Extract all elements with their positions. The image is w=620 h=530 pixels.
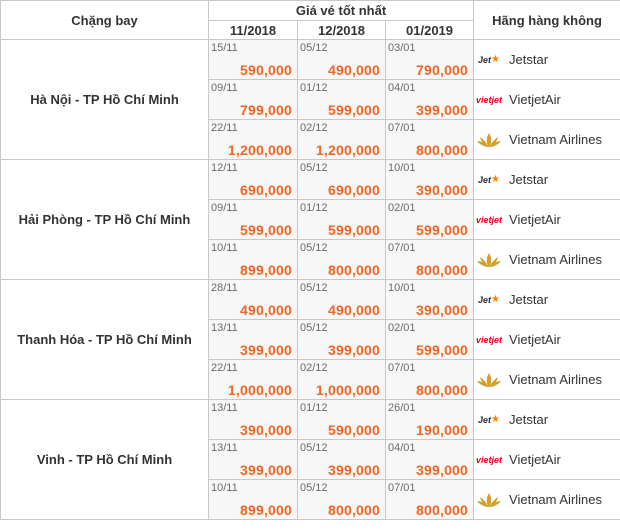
month-header: 12/2018 — [298, 21, 386, 40]
price-cell[interactable] — [209, 360, 298, 400]
airline-cell — [474, 320, 620, 360]
airline-header: Hãng hàng không — [474, 1, 620, 40]
vietjet-logo: vietjet — [476, 94, 503, 105]
fare-price: 800,000 — [416, 262, 469, 278]
price-cell[interactable] — [298, 320, 386, 360]
price-cell[interactable] — [209, 80, 298, 120]
fare-price: 490,000 — [327, 302, 380, 318]
price-cell[interactable] — [386, 160, 474, 200]
airline-cell — [474, 440, 620, 480]
fare-date: 05/12 — [300, 482, 328, 494]
fare-date: 05/12 — [300, 442, 328, 454]
fare-price: 800,000 — [327, 502, 380, 518]
fare-price: 599,000 — [416, 342, 469, 358]
price-cell[interactable] — [298, 240, 386, 280]
price-cell[interactable] — [386, 360, 474, 400]
fare-price: 800,000 — [416, 142, 469, 158]
fare-date: 07/01 — [388, 122, 416, 134]
price-cell[interactable] — [386, 40, 474, 80]
fare-price: 390,000 — [416, 182, 469, 198]
price-cell[interactable] — [209, 480, 298, 520]
price-cell[interactable] — [386, 480, 474, 520]
price-cell[interactable] — [386, 200, 474, 240]
star-icon: ★ — [491, 414, 501, 425]
fare-price: 399,000 — [327, 462, 380, 478]
price-cell[interactable] — [209, 240, 298, 280]
jetstar-logo: Jet ★ — [478, 414, 501, 425]
fare-row — [1, 280, 620, 320]
fare-price: 399,000 — [239, 462, 292, 478]
fare-date: 09/11 — [211, 82, 238, 94]
vietnam-airlines-lotus-logo — [474, 130, 504, 150]
fare-date: 15/11 — [211, 42, 238, 54]
fare-price: 690,000 — [327, 182, 380, 198]
price-cell[interactable] — [209, 200, 298, 240]
fare-price: 390,000 — [416, 302, 469, 318]
price-cell[interactable] — [298, 160, 386, 200]
price-cell[interactable] — [386, 240, 474, 280]
fare-date: 09/11 — [211, 202, 238, 214]
fare-price: 490,000 — [327, 62, 380, 78]
airline-name: VietjetAir — [509, 452, 561, 467]
fare-price: 800,000 — [416, 382, 469, 398]
fare-date: 05/12 — [300, 282, 328, 294]
price-cell[interactable] — [298, 400, 386, 440]
fare-price: 599,000 — [239, 222, 292, 238]
airline-cell — [474, 400, 620, 440]
airline-name: VietjetAir — [509, 212, 561, 227]
price-cell[interactable] — [209, 160, 298, 200]
fare-price: 599,000 — [327, 102, 380, 118]
route-name: Vinh - TP Hồ Chí Minh — [1, 400, 209, 520]
fare-date: 10/01 — [388, 282, 416, 294]
airline-name: Jetstar — [509, 412, 549, 427]
fare-price: 800,000 — [416, 502, 469, 518]
vietjet-logo: vietjet — [476, 454, 503, 465]
fare-date: 01/12 — [300, 202, 328, 214]
fare-price: 799,000 — [239, 102, 292, 118]
route-name: Hải Phòng - TP Hồ Chí Minh — [1, 160, 209, 280]
fare-price: 399,000 — [416, 462, 469, 478]
fare-date: 01/12 — [300, 402, 328, 414]
airline-name: Jetstar — [509, 172, 549, 187]
fare-date: 28/11 — [211, 282, 238, 294]
vietnam-airlines-lotus-logo — [474, 490, 504, 510]
fare-price: 399,000 — [327, 342, 380, 358]
airline-name: Vietnam Airlines — [509, 492, 603, 507]
airline-name: Jetstar — [509, 52, 549, 67]
fare-date: 05/12 — [300, 42, 328, 54]
fare-date: 04/01 — [388, 442, 416, 454]
jetstar-logo: Jet ★ — [478, 294, 501, 305]
fare-row — [1, 40, 620, 80]
price-cell[interactable] — [298, 80, 386, 120]
price-cell[interactable] — [298, 40, 386, 80]
price-cell[interactable] — [298, 440, 386, 480]
fare-date: 13/11 — [211, 442, 238, 454]
airline-cell — [474, 200, 620, 240]
jetstar-logo: Jet ★ — [478, 54, 501, 65]
price-cell[interactable] — [209, 120, 298, 160]
fare-date: 07/01 — [388, 482, 416, 494]
price-cell[interactable] — [209, 40, 298, 80]
price-cell[interactable] — [209, 280, 298, 320]
fare-price: 800,000 — [327, 262, 380, 278]
fare-price: 790,000 — [416, 62, 469, 78]
fare-date: 10/11 — [211, 482, 238, 494]
fare-row — [1, 160, 620, 200]
fare-price: 599,000 — [327, 222, 380, 238]
star-icon: ★ — [491, 174, 501, 185]
fare-date: 07/01 — [388, 362, 416, 374]
fare-price: 899,000 — [239, 262, 292, 278]
star-icon: ★ — [491, 54, 501, 65]
airline-name: Vietnam Airlines — [509, 372, 603, 387]
fare-price: 399,000 — [239, 342, 292, 358]
fare-date: 05/12 — [300, 322, 328, 334]
fare-date: 22/11 — [211, 122, 238, 134]
fare-price: 1,200,000 — [227, 142, 292, 158]
price-cell[interactable] — [209, 440, 298, 480]
airline-cell — [474, 40, 620, 80]
airline-cell — [474, 160, 620, 200]
airline-name: Vietnam Airlines — [509, 132, 603, 147]
fare-date: 13/11 — [211, 402, 238, 414]
fare-date: 05/12 — [300, 162, 328, 174]
fare-price: 599,000 — [416, 222, 469, 238]
airline-name: Jetstar — [509, 292, 549, 307]
airline-cell — [474, 360, 620, 400]
fare-price: 390,000 — [239, 422, 292, 438]
fare-date: 12/11 — [211, 162, 238, 174]
month-header: 01/2019 — [386, 21, 474, 40]
fare-date: 05/12 — [300, 242, 328, 254]
fare-price: 899,000 — [239, 502, 292, 518]
airline-cell — [474, 480, 620, 520]
airline-name: VietjetAir — [509, 332, 561, 347]
price-cell[interactable] — [298, 280, 386, 320]
route-name: Thanh Hóa - TP Hồ Chí Minh — [1, 280, 209, 400]
price-cell[interactable] — [298, 360, 386, 400]
airline-cell — [474, 240, 620, 280]
star-icon: ★ — [491, 294, 501, 305]
fare-price: 1,000,000 — [315, 382, 380, 398]
vietjet-logo: vietjet — [476, 214, 503, 225]
jetstar-logo: Jet ★ — [478, 174, 501, 185]
fare-date: 02/12 — [300, 122, 328, 134]
fare-date: 26/01 — [388, 402, 416, 414]
price-cell[interactable] — [386, 400, 474, 440]
fare-date: 03/01 — [388, 42, 416, 54]
route-header: Chặng bay — [1, 1, 209, 40]
price-cell[interactable] — [298, 120, 386, 160]
fare-date: 02/01 — [388, 322, 416, 334]
price-cell[interactable] — [386, 280, 474, 320]
fare-date: 13/11 — [211, 322, 238, 334]
fare-price: 590,000 — [327, 422, 380, 438]
fare-price: 399,000 — [416, 102, 469, 118]
fare-date: 22/11 — [211, 362, 238, 374]
airline-cell — [474, 80, 620, 120]
best-price-header: Giá vé tốt nhất — [209, 1, 474, 21]
fare-price: 1,200,000 — [315, 142, 380, 158]
airline-name: Vietnam Airlines — [509, 252, 603, 267]
airline-cell — [474, 280, 620, 320]
price-cell[interactable] — [298, 200, 386, 240]
fare-price: 490,000 — [239, 302, 292, 318]
month-header: 11/2018 — [209, 21, 298, 40]
airline-cell — [474, 120, 620, 160]
price-cell[interactable] — [209, 320, 298, 360]
price-cell[interactable] — [386, 80, 474, 120]
vietnam-airlines-lotus-logo — [474, 370, 504, 390]
price-cell[interactable] — [386, 440, 474, 480]
fare-price: 190,000 — [416, 422, 469, 438]
fare-date: 01/12 — [300, 82, 328, 94]
fare-price: 590,000 — [239, 62, 292, 78]
fare-table-body — [1, 40, 620, 520]
price-cell[interactable] — [298, 480, 386, 520]
fare-date: 02/12 — [300, 362, 328, 374]
price-cell[interactable] — [386, 120, 474, 160]
fare-date: 10/01 — [388, 162, 416, 174]
fare-date: 10/11 — [211, 242, 238, 254]
fare-price: 690,000 — [239, 182, 292, 198]
vietjet-logo: vietjet — [476, 334, 503, 345]
price-cell[interactable] — [209, 400, 298, 440]
fare-row — [1, 400, 620, 440]
fare-price: 1,000,000 — [227, 382, 292, 398]
fare-date: 04/01 — [388, 82, 416, 94]
vietnam-airlines-lotus-logo — [474, 250, 504, 270]
route-name: Hà Nội - TP Hồ Chí Minh — [1, 40, 209, 160]
fare-date: 07/01 — [388, 242, 416, 254]
airline-name: VietjetAir — [509, 92, 561, 107]
price-cell[interactable] — [386, 320, 474, 360]
fare-date: 02/01 — [388, 202, 416, 214]
